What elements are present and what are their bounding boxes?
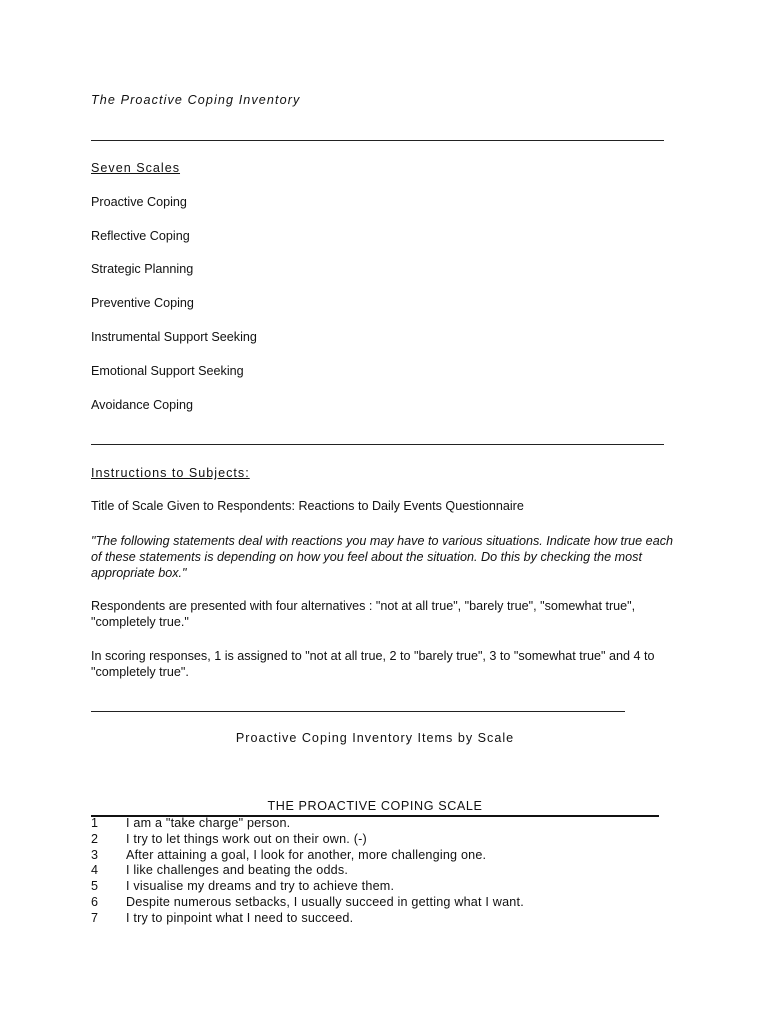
item-text: I try to pinpoint what I need to succeed. [126, 910, 354, 925]
title-of-scale: Title of Scale Given to Respondents: Reactions to Daily Events Questionnaire [91, 499, 524, 513]
divider [91, 140, 664, 141]
item-text: I am a "take charge" person. [126, 816, 291, 830]
item-number: 3 [91, 847, 99, 862]
item-number: 1 [91, 816, 99, 830]
scale-avoidance-coping: Avoidance Coping [91, 398, 193, 412]
instructions-heading: Instructions to Subjects: [91, 466, 250, 480]
items-by-scale-title: Proactive Coping Inventory Items by Scale [235, 731, 515, 745]
item-number: 5 [91, 879, 99, 894]
list-item [91, 816, 659, 832]
item-number: 2 [91, 831, 99, 846]
scale-strategic-planning: Strategic Planning [91, 262, 194, 276]
item-text: After attaining a goal, I look for another, more challenging one. [126, 847, 487, 862]
scale-preventive-coping: Preventive Coping [91, 296, 194, 310]
scale-emotional-support-seeking: Emotional Support Seeking [91, 364, 244, 378]
scale-proactive-coping: Proactive Coping [91, 195, 187, 209]
document-title: The Proactive Coping Inventory [91, 93, 301, 107]
list-item [91, 879, 659, 895]
list-item [91, 911, 659, 927]
scale-instrumental-support-seeking: Instrumental Support Seeking [91, 330, 257, 344]
divider [91, 711, 625, 712]
instructions-quote: "The following statements deal with reactions you may have to various situations. Indicate how true each of these statements is depending on how you feel about the situation. Do this by checking the most appropriate box." [91, 534, 673, 580]
list-item [91, 832, 659, 848]
scale-reflective-coping: Reflective Coping [91, 229, 190, 243]
proactive-scale-title: THE PROACTIVE COPING SCALE [267, 799, 483, 813]
list-item [91, 863, 659, 879]
item-text: Despite numerous setbacks, I usually succeed in getting what I want. [126, 894, 524, 909]
alternatives-paragraph: Respondents are presented with four alternatives : "not at all true", "barely true", "somewhat true", "completely true." [91, 599, 636, 629]
item-number: 4 [91, 863, 99, 878]
item-text: I like challenges and beating the odds. [126, 863, 349, 878]
item-number: 6 [91, 894, 99, 909]
list-item [91, 848, 659, 864]
item-number: 7 [91, 910, 99, 925]
divider [91, 444, 664, 445]
list-item [91, 895, 659, 911]
seven-scales-heading: Seven Scales [91, 161, 181, 175]
proactive-scale-items [91, 816, 659, 927]
item-text: I visualise my dreams and try to achieve them. [126, 879, 395, 894]
item-text: I try to let things work out on their own. (-) [126, 831, 367, 846]
scoring-paragraph: In scoring responses, 1 is assigned to "not at all true, 2 to "barely true", 3 to "somewhat true" and 4 to "completely true". [91, 649, 655, 679]
